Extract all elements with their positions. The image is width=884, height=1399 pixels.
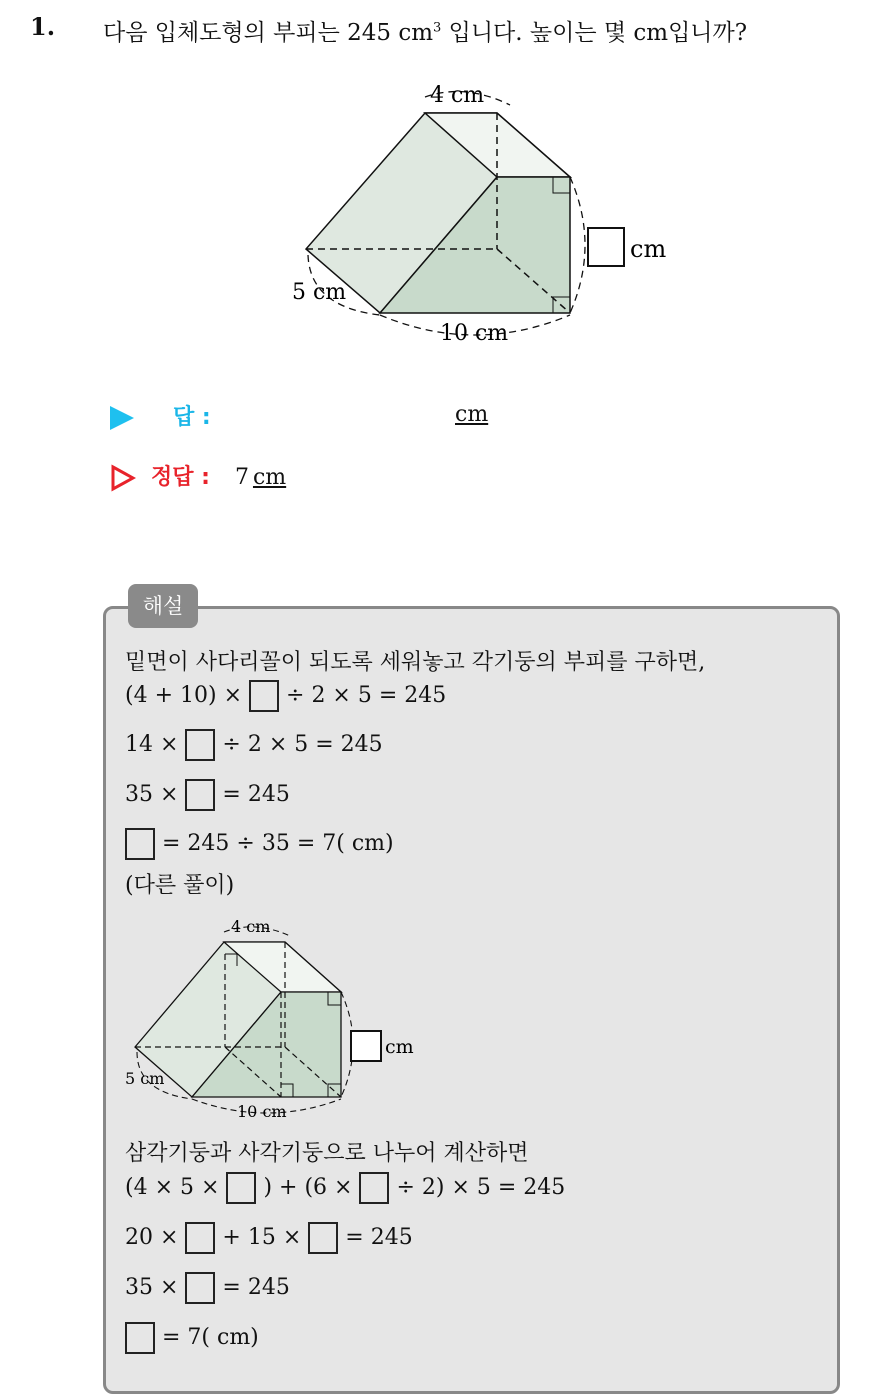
answer-label: 답 : [173,405,211,430]
correct-answer-value: 7 [234,465,249,490]
height-answer-box [351,1031,381,1061]
question-text-main: 다음 입체도형의 부피는 245 cm [103,20,434,46]
dimension-arc [570,177,585,313]
outline-triangle-icon [110,464,136,492]
height-answer-box [588,228,624,266]
eq-part: (4 × 5 × [125,1175,220,1200]
question-text [103,14,747,47]
blank-box [185,1272,215,1304]
eq-part: ÷ 2 × 5 = 245 [222,732,383,757]
blank-box [308,1222,338,1254]
answer-unit: cm [455,402,489,427]
eq-part: ÷ 2 × 5 = 245 [286,683,447,708]
blank-box [359,1172,389,1204]
equation-line [125,1172,565,1204]
blank-box [249,680,279,712]
bottom-edge-label: 10 cm [237,1102,287,1121]
blank-box [125,1322,155,1354]
eq-part: ÷ 2) × 5 = 245 [396,1175,566,1200]
equation-line [125,779,290,811]
eq-part: 35 × [125,782,179,807]
height-unit-label: cm [385,1036,414,1058]
question-text-rest: 입니다. 높이는 몇 cm입니까? [441,20,748,46]
equation-line [125,680,446,712]
prism-figure [280,75,700,360]
eq-part: = 245 ÷ 35 = 7( cm) [162,831,394,856]
prism-figure-small [115,912,435,1127]
equation-line [125,1272,290,1304]
eq-part: = 245 [222,1275,290,1300]
eq-part: = 245 [222,782,290,807]
equation-line [125,1322,259,1354]
height-unit-label: cm [630,235,667,263]
blank-box [185,1222,215,1254]
left-edge-label: 5 cm [125,1069,165,1088]
equation-line [125,1222,413,1254]
blank-box [185,779,215,811]
eq-part: + 15 × [222,1225,302,1250]
eq-part: = 7( cm) [162,1325,259,1350]
correct-answer-unit: cm [252,465,287,490]
eq-part: (4 + 10) × [125,683,243,708]
question-number: 1. [30,12,56,41]
top-edge-label: 4 cm [430,83,485,108]
alternative-intro: 삼각기둥과 사각기둥으로 나누어 계산하면 [125,1141,529,1166]
cubed-exponent: 3 [433,20,442,36]
eq-part: 20 × [125,1225,179,1250]
eq-part: 35 × [125,1275,179,1300]
blank-box [226,1172,256,1204]
top-edge-label: 4 cm [231,917,271,936]
eq-part: 14 × [125,732,179,757]
bottom-edge-label: 10 cm [440,321,509,346]
equation-line [125,828,394,860]
eq-part: = 245 [345,1225,413,1250]
answer-row [110,400,211,431]
left-edge-label: 5 cm [292,280,347,305]
explanation-tag: 해설 [128,584,198,628]
blank-box [185,729,215,761]
equation-line [125,729,383,761]
explanation-intro: 밑면이 사다리꼴이 되도록 세워놓고 각기둥의 부피를 구하면, [125,650,706,675]
correct-answer-row [110,460,286,492]
blank-box [125,828,155,860]
filled-triangle-icon [110,406,134,430]
alternative-solution-label: (다른 풀이) [125,873,235,898]
eq-part: ) + (6 × [263,1175,353,1200]
correct-answer-label: 정답 : [151,465,210,490]
